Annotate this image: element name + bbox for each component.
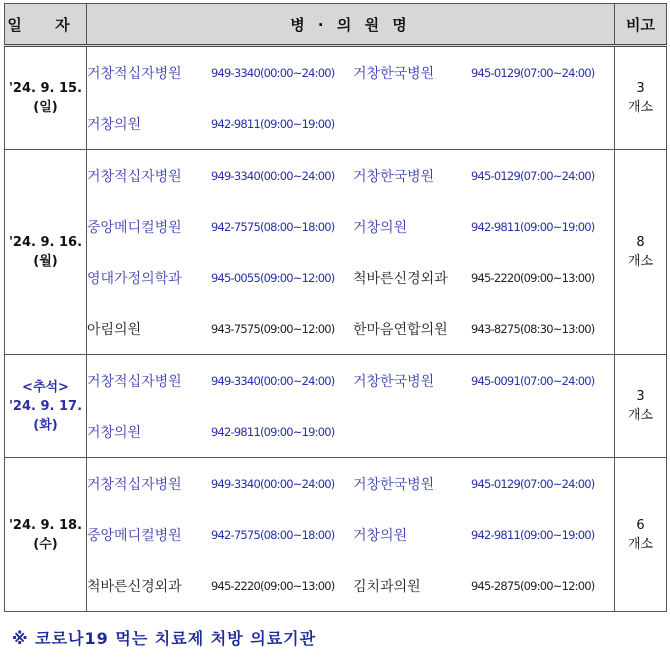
hospital-name: 거창한국병원 (353, 476, 435, 493)
note-text: 3 (636, 389, 645, 404)
note-cell (615, 150, 667, 355)
hospital-name: 거창적십자병원 (87, 65, 182, 82)
header-hospital: 병 · 의 원 명 (87, 4, 615, 46)
hospital-phone: 949-3340(00:00~24:00) (211, 168, 335, 183)
schedule-row (5, 46, 667, 150)
hospital-phone: 945-0091(07:00~24:00) (471, 373, 595, 388)
hospital-phone: 942-9811(09:00~19:00) (211, 116, 335, 131)
date-text: (수) (33, 536, 58, 552)
hospital-phone: 945-2875(09:00~12:00) (471, 578, 595, 593)
hospital-name: 거창의원 (87, 116, 142, 133)
note-text: 6 (636, 517, 645, 533)
hospital-line (87, 355, 614, 406)
hospital-phone: 942-9811(09:00~19:00) (471, 219, 595, 234)
hospital-phone: 943-8275(08:30~13:00) (471, 321, 595, 336)
hospital-name: 아림의원 (87, 321, 142, 338)
date-text: '24. 9. 15. (8, 81, 83, 96)
hospital-line (87, 252, 614, 303)
hospital-name: 김치과의원 (353, 578, 421, 595)
hospital-name: 거창한국병원 (353, 373, 435, 390)
hospital-line (87, 150, 614, 201)
hospital-name: 척바른신경외과 (87, 578, 182, 595)
hospital-line (87, 406, 614, 457)
hospital-name: 거창한국병원 (353, 65, 435, 82)
hospital-name: 거창적십자병원 (87, 168, 182, 185)
header-row (5, 4, 667, 46)
hospital-name: 척바른신경외과 (353, 270, 448, 287)
hospital-line (87, 509, 614, 560)
hospital-line (87, 201, 614, 252)
hospital-name: 중앙메디컬병원 (87, 219, 182, 236)
note-cell (615, 46, 667, 150)
schedule-table (4, 3, 667, 612)
hospital-name: 거창의원 (87, 424, 142, 441)
hospital-name: 거창의원 (353, 527, 408, 544)
hospital-phone: 942-7575(08:00~18:00) (211, 219, 335, 234)
hospital-phone: 949-3340(00:00~24:00) (211, 476, 335, 491)
hospital-phone: 945-0055(09:00~12:00) (211, 270, 335, 285)
hospital-phone: 945-0129(07:00~24:00) (471, 65, 595, 80)
hospital-line (87, 458, 614, 509)
header-note: 비고 (615, 4, 667, 46)
note-text: 개소 (627, 408, 654, 423)
hospital-phone: 942-7575(08:00~18:00) (211, 527, 335, 542)
date-cell (5, 458, 87, 612)
hospital-phone: 945-2220(09:00~13:00) (211, 578, 335, 593)
note-text: 개소 (627, 100, 654, 115)
note-cell (615, 355, 667, 458)
hospital-name: 중앙메디컬병원 (87, 527, 182, 544)
note-text: 개소 (627, 254, 654, 269)
hospital-cell (87, 355, 615, 458)
hospital-phone: 942-9811(09:00~19:00) (471, 527, 595, 542)
note-text: 8 (636, 235, 645, 250)
note-text: 3 (636, 81, 645, 96)
hospital-name: 거창의원 (353, 219, 408, 236)
hospital-phone: 949-3340(00:00~24:00) (211, 373, 335, 388)
date-cell (5, 355, 87, 458)
hospital-phone: 945-0129(07:00~24:00) (471, 476, 595, 491)
hospital-phone: 945-2220(09:00~13:00) (471, 270, 595, 285)
hospital-phone: 945-0129(07:00~24:00) (471, 168, 595, 183)
hospital-line (87, 98, 614, 149)
hospital-name: 거창적십자병원 (87, 373, 182, 390)
note-cell (615, 458, 667, 612)
hospital-name: 한마음연합의원 (353, 321, 448, 338)
hospital-name: 영대가정의학과 (87, 270, 182, 287)
hospital-cell (87, 458, 615, 612)
hospital-line (87, 47, 614, 98)
date-text: (일) (33, 100, 58, 115)
header-date: 일 자 (5, 4, 87, 46)
hospital-phone: 942-9811(09:00~19:00) (211, 424, 335, 439)
schedule-row (5, 150, 667, 355)
hospital-name: 거창적십자병원 (87, 476, 182, 493)
date-text: (월) (33, 254, 58, 269)
hospital-line (87, 303, 614, 354)
footnote: ※ 코로나19 먹는 치료제 처방 의료기관 (12, 629, 317, 648)
hospital-name: 거창한국병원 (353, 168, 435, 185)
date-cell (5, 46, 87, 150)
hospital-cell (87, 150, 615, 355)
hospital-cell (87, 46, 615, 150)
date-text: '24. 9. 16. (8, 235, 83, 250)
date-text: '24. 9. 18. (8, 517, 83, 533)
note-text: 개소 (627, 536, 654, 552)
schedule-row (5, 355, 667, 458)
date-text: '24. 9. 17. (8, 398, 83, 414)
date-cell (5, 150, 87, 355)
holiday-label: <추석> (22, 379, 69, 395)
hospital-phone: 949-3340(00:00~24:00) (211, 65, 335, 80)
hospital-phone: 943-7575(09:00~12:00) (211, 321, 335, 336)
date-text: (화) (33, 417, 58, 433)
hospital-line (87, 560, 614, 611)
schedule-row (5, 458, 667, 612)
